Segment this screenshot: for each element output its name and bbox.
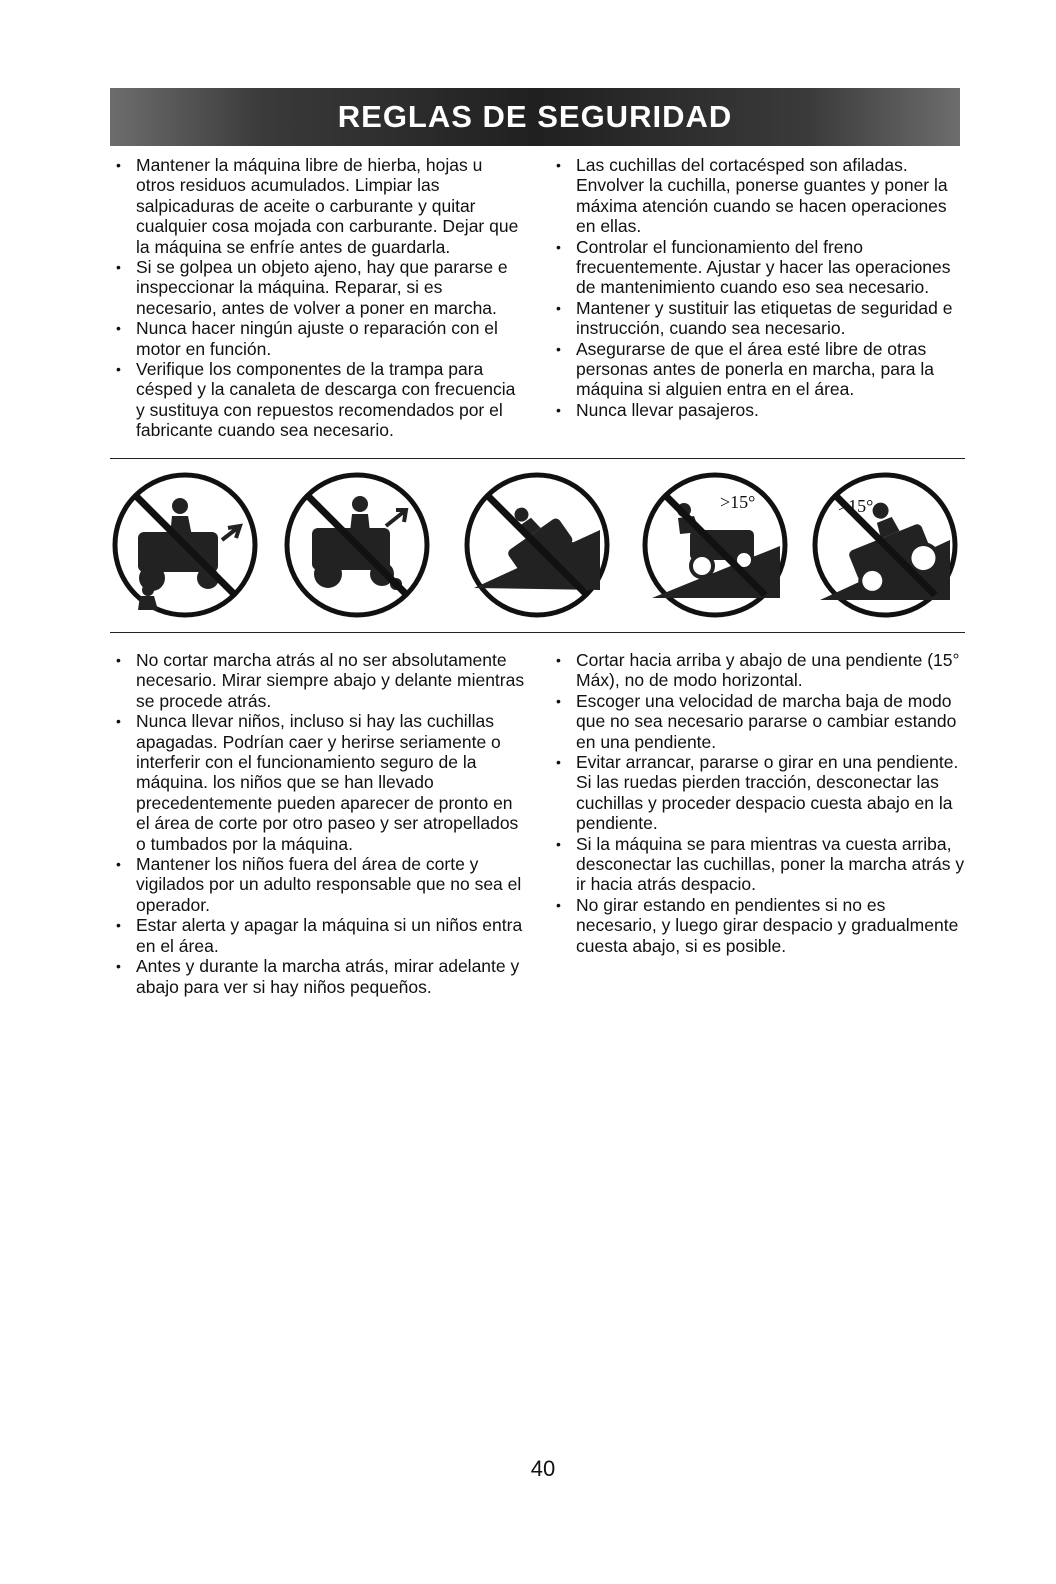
slope-angle-label: >15° xyxy=(838,496,874,516)
rule-item: • Si la máquina se para mientras va cuesta arriba, desconectar las cuchillas, poner la marcha atrás y ir hacia atrás despacio. xyxy=(554,834,970,895)
warning-icons-row xyxy=(110,470,965,620)
rule-item: • Nunca llevar pasajeros. xyxy=(554,400,970,420)
slope-over-15-icon xyxy=(640,470,790,620)
rule-item: • Cortar hacia arriba y abajo de una pendiente (15° Máx), no de modo horizontal. xyxy=(554,650,970,691)
no-children-riding-icon xyxy=(110,470,260,620)
rule-item: • Mantener la máquina libre de hierba, hojas u otros residuos acumulados. Limpiar las salpicaduras de aceite o carburante y quitar cualquier cosa mojada con carburante. Dejar que la máquina se enfríe antes de guardarla. xyxy=(114,155,526,257)
rule-item: • No cortar marcha atrás al no ser absolutamente necesario. Mirar siempre abajo y delante mientras se procede atrás. xyxy=(114,650,528,711)
rule-item: • Mantener los niños fuera del área de corte y vigilados por un adulto responsable que no sea el operador. xyxy=(114,854,528,915)
divider-top xyxy=(110,458,965,459)
section-title: REGLAS DE SEGURIDAD xyxy=(337,99,733,134)
rule-item: • Asegurarse de que el área esté libre de otras personas antes de ponerla en marcha, para la máquina si alguien entra en el área. xyxy=(554,339,970,400)
rule-item: • Escoger una velocidad de marcha baja de modo que no sea necesario pararse o cambiar estando en una pendiente. xyxy=(554,691,970,752)
rule-item: • Controlar el funcionamiento del freno frecuentemente. Ajustar y hacer las operaciones de mantenimiento cuando eso sea necesario. xyxy=(554,237,970,298)
rule-item: • Nunca hacer ningún ajuste o reparación con el motor en función. xyxy=(114,318,526,359)
rule-item: • Evitar arrancar, pararse o girar en una pendiente. Si las ruedas pierden tracción, desconectar las cuchillas y proceder despacio cuesta abajo en la pendiente. xyxy=(554,752,970,834)
section-title-banner xyxy=(110,88,960,146)
rules-column-bottom-right xyxy=(554,650,970,956)
rule-item: • No girar estando en pendientes si no es necesario, y luego girar despacio y gradualmente cuesta abajo, si es posible. xyxy=(554,895,970,956)
page-number: 40 xyxy=(530,1456,556,1481)
no-steep-slope-icon xyxy=(462,470,612,620)
rules-column-top-right xyxy=(554,155,970,420)
slope-rider-15-icon xyxy=(810,470,960,620)
rule-item: • Si se golpea un objeto ajeno, hay que pararse e inspeccionar la máquina. Reparar, si es necesario, antes de volver a poner en marcha. xyxy=(114,257,526,318)
rule-item: • Las cuchillas del cortacésped son afiladas. Envolver la cuchilla, ponerse guantes y poner la máxima atención cuando se hacen operaciones en ellas. xyxy=(554,155,970,237)
no-reverse-mowing-icon xyxy=(282,470,432,620)
rules-column-bottom-left xyxy=(114,650,528,997)
rule-item: • Antes y durante la marcha atrás, mirar adelante y abajo para ver si hay niños pequeños. xyxy=(114,956,528,997)
rules-column-top-left xyxy=(114,155,526,441)
rule-item: • Nunca llevar niños, incluso si hay las cuchillas apagadas. Podrían caer y herirse seriamente o interferir con el funcionamiento seguro de la máquina. los niños que se han llevado precedentemente pueden aparecer de pronto en el área de corte por otro paseo y ser atropellados o tumbados por la máquina. xyxy=(114,711,528,854)
rule-item: • Estar alerta y apagar la máquina si un niños entra en el área. xyxy=(114,915,528,956)
divider-bottom xyxy=(110,632,965,633)
rule-item: • Mantener y sustituir las etiquetas de seguridad e instrucción, cuando sea necesario. xyxy=(554,298,970,339)
rule-item: • Verifique los componentes de la trampa para césped y la canaleta de descarga con frecuencia y sustituya con repuestos recomendados por el fabricante cuando sea necesario. xyxy=(114,359,526,441)
slope-angle-label: >15° xyxy=(720,492,756,512)
